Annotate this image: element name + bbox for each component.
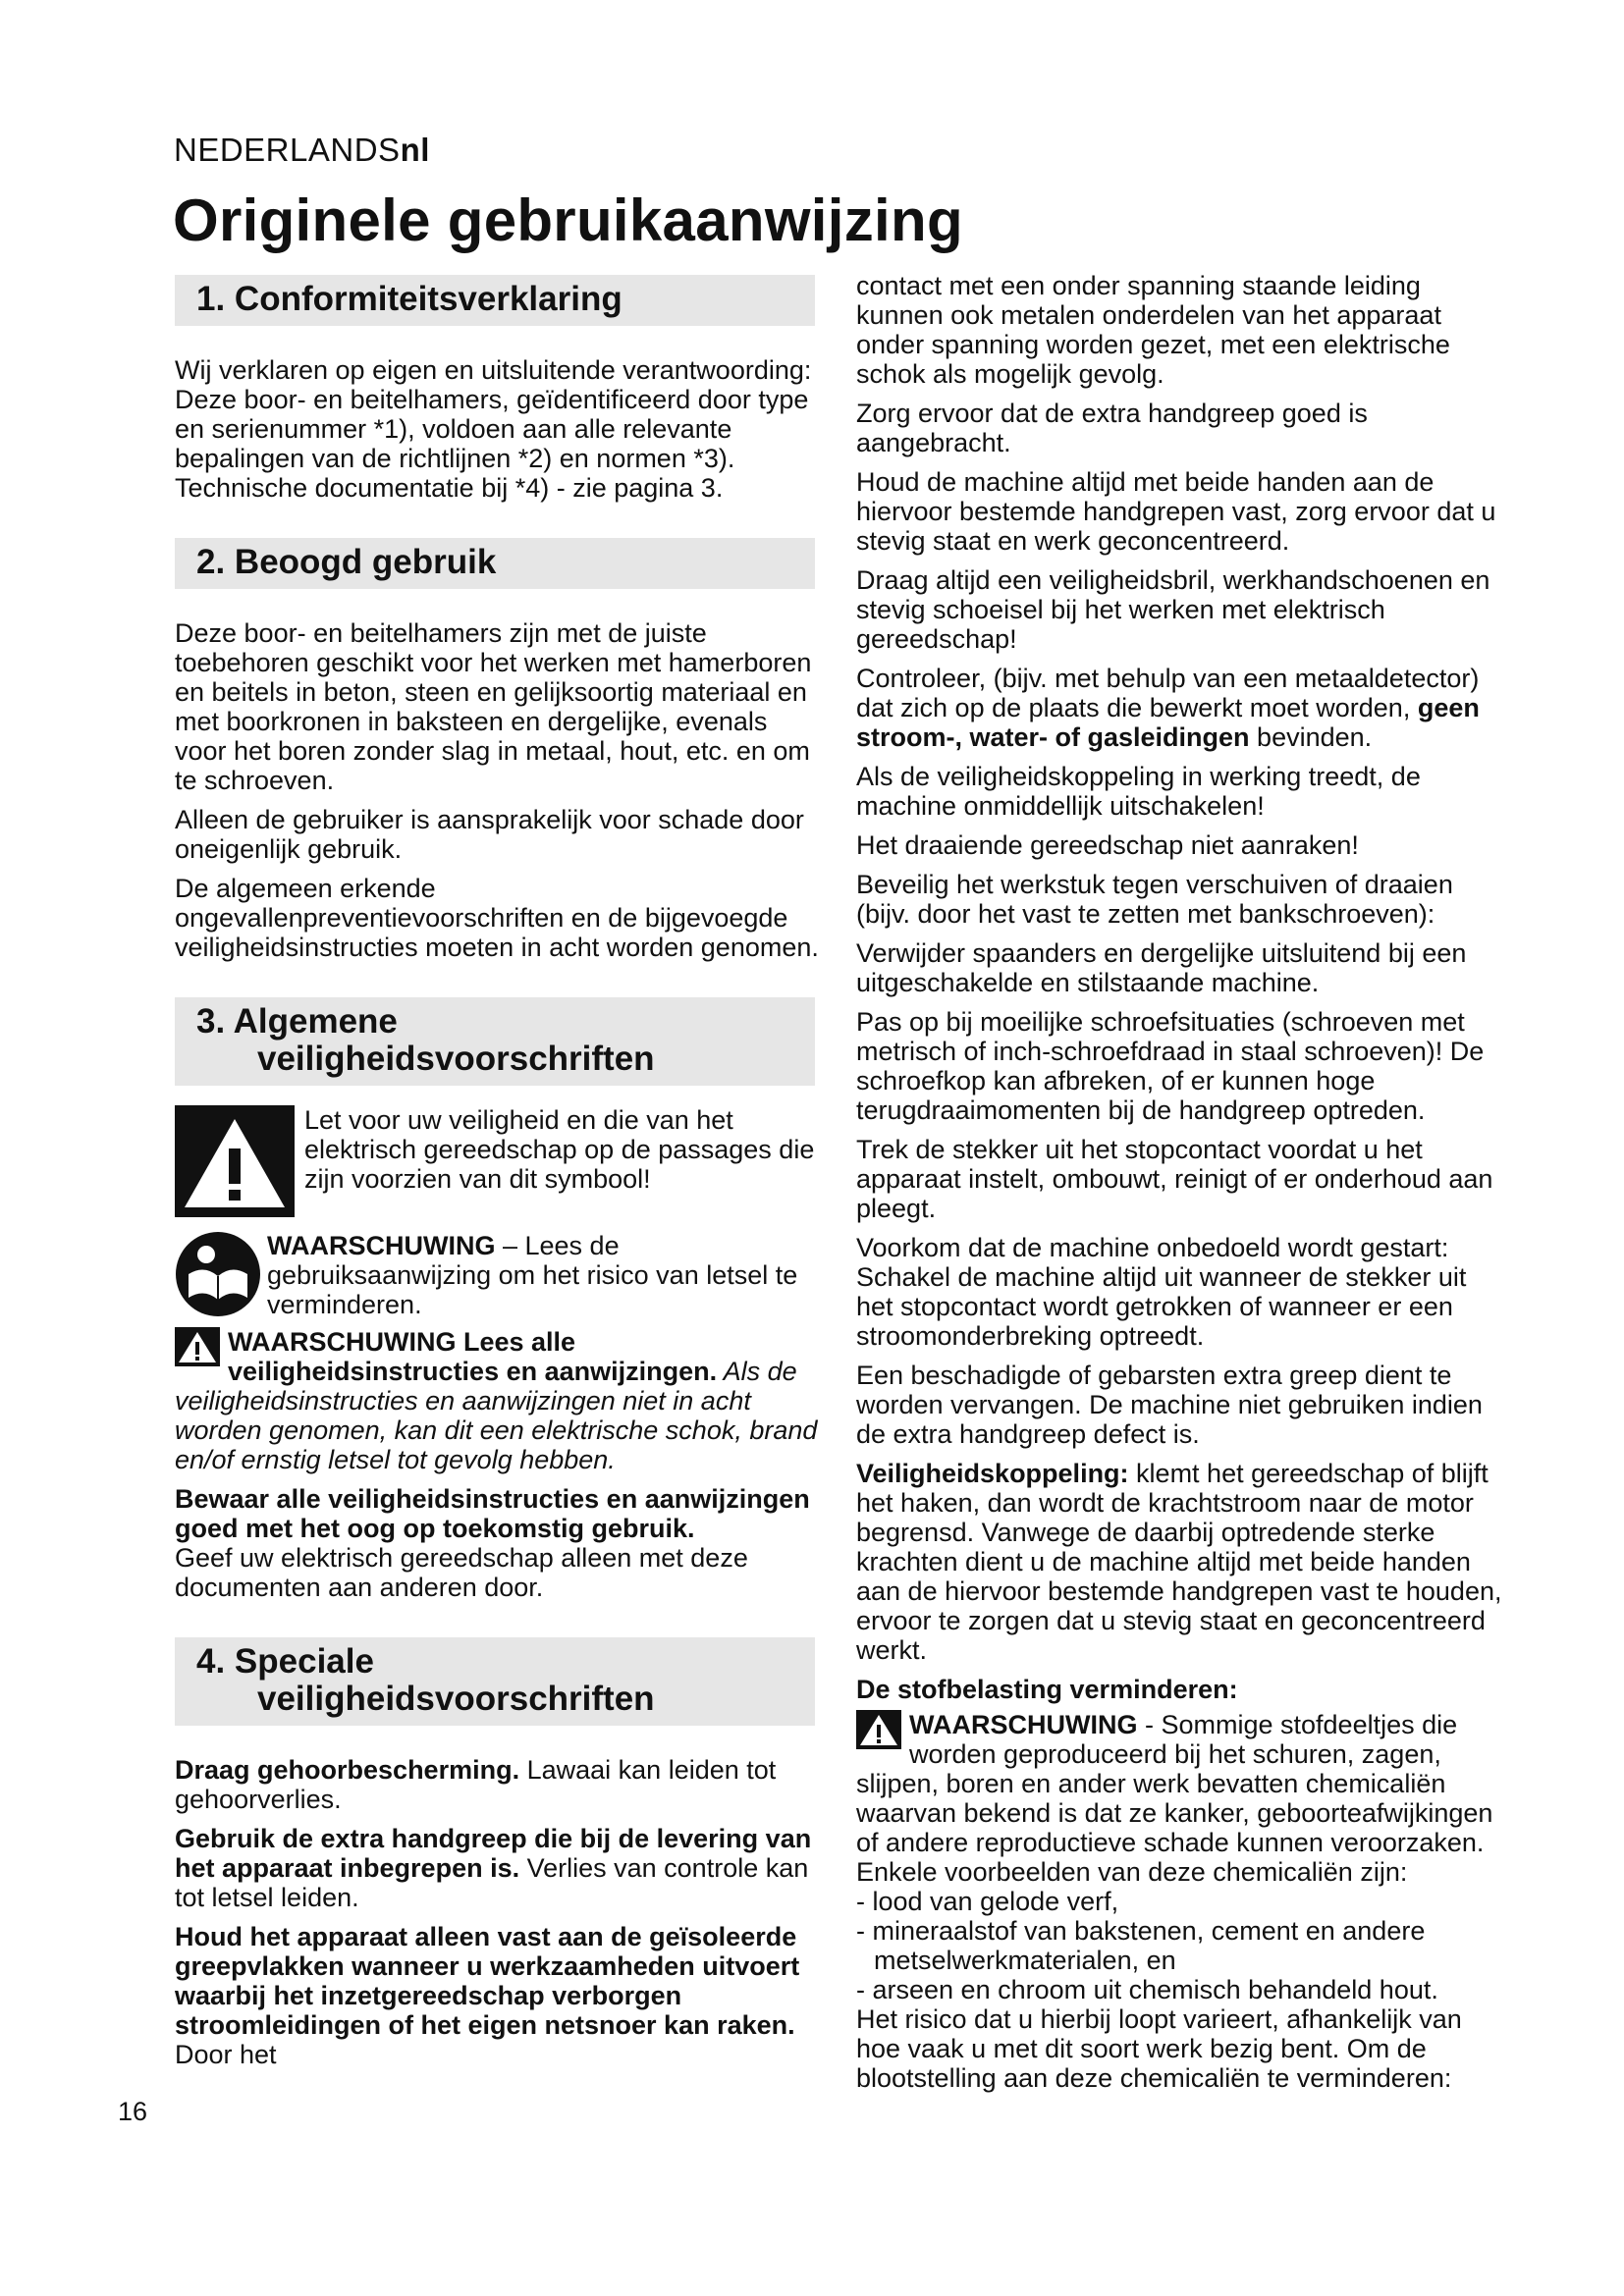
r-p11: Trek de stekker uit het stopcontact voordat u het apparaat instelt, ombouwt, reinigt of er onderhoud aan pleegt. (856, 1135, 1493, 1223)
r-p6: Als de veiligheidskoppeling in werking treedt, de machine onmiddellijk uitschakelen! (856, 762, 1421, 821)
r-p4: Draag altijd een veiligheidsbril, werkhandschoenen en stevig schoeisel bij het werken met elektrisch gereedschap! (856, 565, 1490, 654)
section-1-heading: 1. Conformiteitsverklaring (175, 275, 815, 326)
s4-p1: Draag gehoorbescherming. Lawaai kan leiden tot gehoorverlies. (175, 1755, 777, 1814)
general-warning: WAARSCHUWING Lees alle veiligheidsinstructies en aanwijzingen. Als de veiligheidsinstructies en aanwijzingen niet in acht worden genomen, kan dit een elektrische schok, brand en/of ernstig letsel tot gevolg hebben. (175, 1327, 818, 1474)
s2-p2: Alleen de gebruiker is aansprakelijk voor schade door oneigenlijk gebruik. (175, 805, 804, 864)
s4-p3: Houd het apparaat alleen vast aan de geïsoleerde greepvlakken wanneer u werkzaamheden uitvoert waarbij het inzetgereedschap verborgen stroomleidingen of het eigen netsnoer kan raken. Door het (175, 1922, 800, 2069)
r-p10: Pas op bij moeilijke schroefsituaties (schroeven met metrisch of inch-schroefdraad in staal schroeven)! De schroefkop kan afbreken, of er kunnen hoge terugdraaimomenten bij de handgreep optreden. (856, 1007, 1485, 1125)
read-manual-icon (175, 1231, 261, 1317)
s2-p1: Deze boor- en beitelhamers zijn met de juiste toebehoren geschikt voor het werken met hamerboren en beitels in beton, steen en gelijksoortig materiaal en met boorkronen in baksteen en dergelijke, evenals voor het boren zonder slag in metaal, hout, etc. en om te schroeven. (175, 618, 812, 795)
s2-p3: De algemeen erkende ongevallenpreventievoorschriften en de bijgevoegde veiligheidsinstructies moeten in acht worden genomen. (175, 874, 819, 962)
keep-instructions: Bewaar alle veiligheidsinstructies en aanwijzingen goed met het oog op toekomstig gebruik. (175, 1484, 810, 1543)
dust-list-item: - lood van gelode verf, (856, 1887, 1119, 1916)
r-p13: Een beschadigde of gebarsten extra greep dient te worden vervangen. De machine niet gebruiken indien de extra handgreep defect is. (856, 1361, 1483, 1449)
s1-text: Wij verklaren op eigen en uitsluitende verantwoording: Deze boor- en beitelhamers, geïdentificeerd door type en serienummer *1), voldoen aan alle relevante bepalingen van de richtlijnen *2) en normen *3). Technische documentatie bij *4) - zie pagina 3. (175, 355, 812, 503)
warning-triangle-icon (175, 1105, 295, 1217)
r-p7: Het draaiende gereedschap niet aanraken! (856, 830, 1359, 860)
r-p3: Houd de machine altijd met beide handen aan de hiervoor bestemde handgrepen vast, zorg ervoor dat u stevig staat en werk geconcentreerd. (856, 467, 1496, 556)
page-title: Originele gebruikaanwijzing (173, 187, 963, 253)
warning-triangle-icon (175, 1327, 220, 1366)
r-p1: contact met een onder spanning staande leiding kunnen ook metalen onderdelen van het apparaat onder spanning worden gezet, met een elektrische schok als mogelijk gevolg. (856, 271, 1450, 389)
section-4-heading: 4. Speciale veiligheidsvoorschriften (175, 1637, 815, 1726)
symbol-note-text: Let voor uw veiligheid en die van het elektrisch gereedschap op de passages die zijn voorzien van dit symbool! (304, 1105, 815, 1194)
r-p2: Zorg ervoor dat de extra handgreep goed is aangebracht. (856, 399, 1368, 457)
r-p5: Controleer, (bijv. met behulp van een metaaldetector) dat zich op de plaats die bewerkt moet worden, geen stroom-, water- of gasleidingen bevinden. (856, 664, 1480, 752)
read-manual-text: WAARSCHUWING – Lees de gebruiksaanwijzing om het risico van letsel te verminderen. (267, 1231, 798, 1319)
page-number: 16 (118, 2097, 148, 2126)
dust-warning: WAARSCHUWING - Sommige stofdeeltjes die worden geproduceerd bij het schuren, zagen, slijpen, boren en ander werk bevatten chemicaliën waarvan bekend is dat ze kanker, geboorteafwijkingen of andere reproductieve schade kunnen veroorzaken. Enkele voorbeelden van deze chemicaliën zijn: (856, 1710, 1493, 1887)
r-p14: Veiligheidskoppeling: klemt het gereedschap of blijft het haken, dan wordt de krachtstroom naar de motor begrensd. Vanwege de daarbij optredende sterke krachten dient u de machine altijd met beide handen aan de hiervoor bestemde handgrepen vast te houden, ervoor te zorgen dat u stevig staat en geconcentreerd werkt. (856, 1459, 1502, 1665)
r-p9: Verwijder spaanders en dergelijke uitsluitend bij een uitgeschakelde en stilstaande machine. (856, 938, 1467, 997)
read-manual-warning (175, 1231, 823, 1319)
s4-p2: Gebruik de extra handgreep die bij de levering van het apparaat inbegrepen is. Verlies van controle kan tot letsel leiden. (175, 1824, 812, 1912)
symbol-note (175, 1105, 823, 1217)
warning-triangle-icon (856, 1710, 901, 1749)
keep-instructions-text: Geef uw elektrisch gereedschap alleen met deze documenten aan anderen door. (175, 1543, 748, 1602)
r-p8: Beveilig het werkstuk tegen verschuiven of draaien (bijv. door het vast te zetten met bankschroeven): (856, 870, 1453, 929)
dust-heading: De stofbelasting verminderen: (856, 1675, 1238, 1704)
left-column (175, 275, 823, 2079)
dust-end: Het risico dat u hierbij loopt varieert, afhankelijk van hoe vaak u met dit soort werk bezig bent. Om de blootstelling aan deze chemicaliën te verminderen: (856, 2004, 1462, 2093)
r-p12: Voorkom dat de machine onbedoeld wordt gestart: Schakel de machine altijd uit wanneer de stekker uit het stopcontact wordt getrokken of wanneer er een stroomonderbreking optreedt. (856, 1233, 1467, 1351)
right-column (856, 271, 1504, 2103)
section-2-heading: 2. Beoogd gebruik (175, 538, 815, 589)
dust-list-item: - mineraalstof van bakstenen, cement en andere metselwerkmaterialen, en (856, 1916, 1426, 1975)
dust-list-item: - arseen en chroom uit chemisch behandeld hout. (856, 1975, 1438, 2004)
section-3-heading: 3. Algemene veiligheidsvoorschriften (175, 997, 815, 1086)
language-label: NEDERLANDSnl (174, 132, 430, 168)
